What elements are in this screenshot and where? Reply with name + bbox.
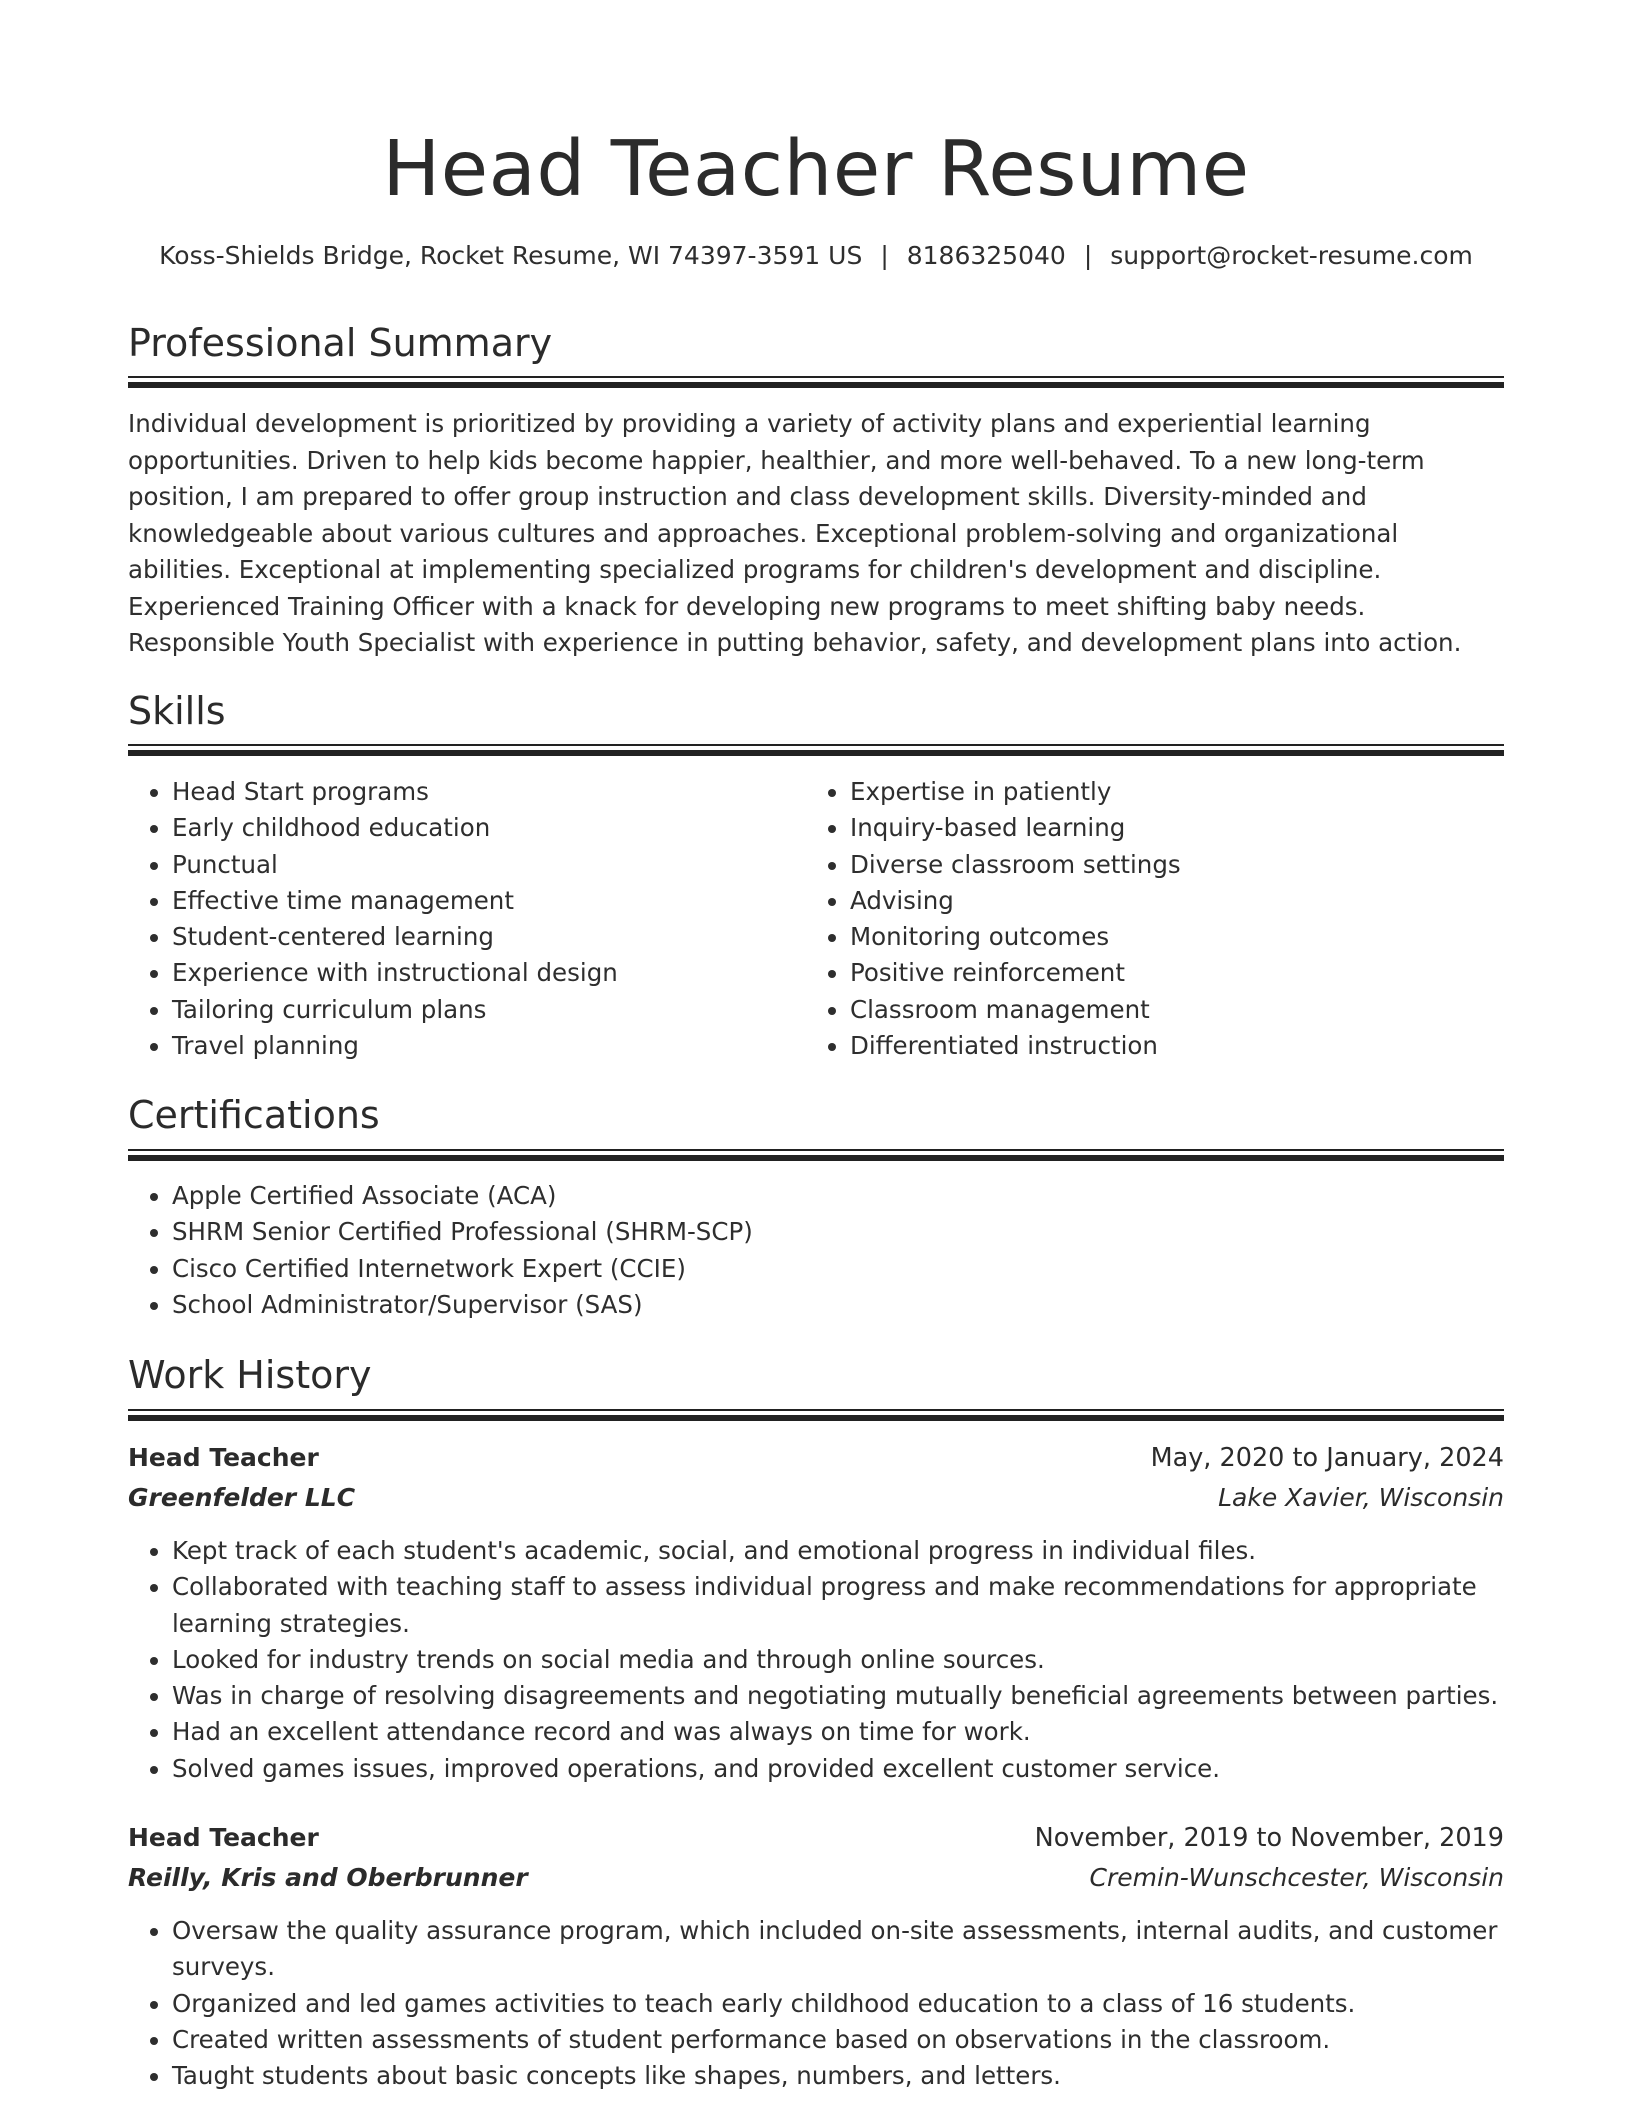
list-item: • Cisco Certified Internetwork Expert (CCIE) bbox=[172, 1251, 1472, 1287]
list-item: • Had an excellent attendance record and was always on time for work. bbox=[172, 1714, 1504, 1750]
contact-line bbox=[128, 238, 1504, 274]
list-item: • Differentiated instruction bbox=[850, 1028, 1500, 1064]
list-item: • Experience with instructional design bbox=[172, 955, 802, 991]
job-title: Head Teacher bbox=[128, 1823, 319, 1852]
job-dates: November, 2019 to November, 2019 bbox=[1034, 1823, 1504, 1853]
section-divider bbox=[128, 1409, 1504, 1421]
job-company: Greenfelder LLC bbox=[128, 1483, 356, 1512]
list-item: • Organized and led games activities to teach early childhood education to a class of 16 students. bbox=[172, 1986, 1504, 2022]
list-item: • Solved games issues, improved operations, and provided excellent customer service. bbox=[172, 1751, 1504, 1787]
job-dates: May, 2020 to January, 2024 bbox=[1150, 1443, 1504, 1473]
skills-list-right bbox=[806, 774, 1500, 1064]
section-divider bbox=[128, 376, 1504, 388]
job-bullets bbox=[128, 1533, 1504, 1787]
list-item: • Kept track of each student's academic, social, and emotional progress in individual files. bbox=[172, 1533, 1504, 1569]
list-item: • SHRM Senior Certified Professional (SHRM-SCP) bbox=[172, 1214, 1472, 1250]
list-item: • Created written assessments of student performance based on observations in the classroom. bbox=[172, 2022, 1504, 2058]
job-location: Lake Xavier, Wisconsin bbox=[1218, 1483, 1504, 1512]
list-item: • Apple Certified Associate (ACA) bbox=[172, 1178, 1472, 1214]
list-item: • Early childhood education bbox=[172, 810, 802, 846]
resume-title: Head Teacher Resume bbox=[382, 125, 1250, 214]
certifications-list bbox=[128, 1178, 1472, 1323]
skills-list-left bbox=[128, 774, 802, 1064]
contact-phone: 8186325040 bbox=[906, 241, 1066, 270]
list-item: • Head Start programs bbox=[172, 774, 802, 810]
summary-text: Individual development is prioritized by providing a variety of activity plans and experiential learning opportunities. Driven to help kids become happier, healthier, and more well-behaved. To a new long-term position, I am prepared to offer group instruction and class development skills. Diversity-minded and knowledgeable about various cultures and approaches. Exceptional problem-solving and organizational abilities. Exceptional at implementing specialized programs for children's development and discipline. Experienced Training Officer with a knack for developing new programs to meet shifting baby needs. Responsible Youth Specialist with experience in putting behavior, safety, and development plans into action. bbox=[128, 409, 1462, 657]
list-item: • Taught students about basic concepts like shapes, numbers, and letters. bbox=[172, 2058, 1504, 2094]
section-title-certifications: Certifications bbox=[128, 1093, 380, 1137]
list-item: • Inquiry-based learning bbox=[850, 810, 1500, 846]
job-bullets bbox=[128, 1913, 1504, 2094]
list-item: • Punctual bbox=[172, 847, 802, 883]
list-item: • Travel planning bbox=[172, 1028, 802, 1064]
contact-separator: | bbox=[880, 241, 889, 270]
job-location: Cremin-Wunschcester, Wisconsin bbox=[1089, 1863, 1504, 1892]
job-title: Head Teacher bbox=[128, 1443, 319, 1472]
list-item: • Monitoring outcomes bbox=[850, 919, 1500, 955]
contact-address: Koss-Shields Bridge, Rocket Resume, WI 74397-3591 US bbox=[159, 241, 863, 270]
contact-separator: | bbox=[1083, 241, 1093, 270]
contact-email: support@rocket-resume.com bbox=[1110, 241, 1473, 270]
list-item: • School Administrator/Supervisor (SAS) bbox=[172, 1287, 1472, 1323]
section-divider bbox=[128, 744, 1504, 756]
list-item: • Was in charge of resolving disagreements and negotiating mutually beneficial agreements between parties. bbox=[172, 1678, 1504, 1714]
list-item: • Collaborated with teaching staff to assess individual progress and make recommendations for appropriate learning strategies. bbox=[172, 1569, 1504, 1642]
section-title-work-history: Work History bbox=[128, 1353, 372, 1397]
section-title-summary: Professional Summary bbox=[128, 321, 553, 365]
section-divider bbox=[128, 1149, 1504, 1161]
list-item: • Oversaw the quality assurance program, which included on-site assessments, internal audits, and customer surveys. bbox=[172, 1913, 1504, 1986]
list-item: • Student-centered learning bbox=[172, 919, 802, 955]
list-item: • Diverse classroom settings bbox=[850, 847, 1500, 883]
list-item: • Expertise in patiently bbox=[850, 774, 1500, 810]
list-item: • Positive reinforcement bbox=[850, 955, 1500, 991]
list-item: • Classroom management bbox=[850, 992, 1500, 1028]
list-item: • Tailoring curriculum plans bbox=[172, 992, 802, 1028]
list-item: • Effective time management bbox=[172, 883, 802, 919]
list-item: • Looked for industry trends on social media and through online sources. bbox=[172, 1642, 1504, 1678]
list-item: • Advising bbox=[850, 883, 1500, 919]
section-title-skills: Skills bbox=[128, 689, 226, 733]
job-company: Reilly, Kris and Oberbrunner bbox=[128, 1863, 528, 1892]
